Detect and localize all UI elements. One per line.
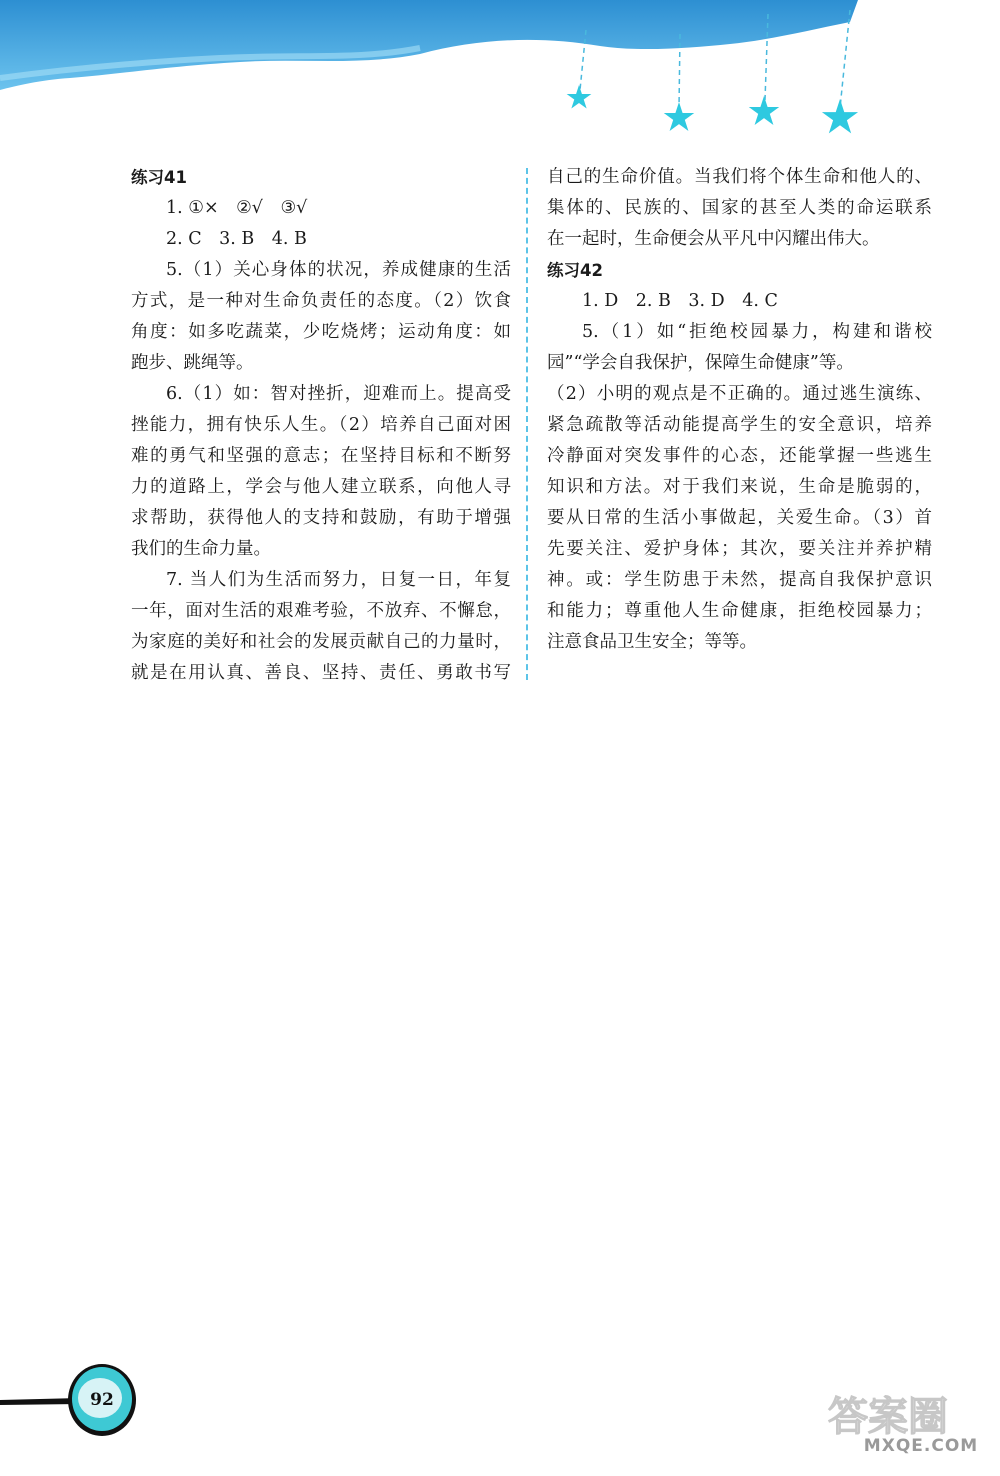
text-line: 集体的、民族的、国家的甚至人类的命运联系: [547, 198, 932, 218]
text-line: 自己的生命价值。当我们将个体生命和他人的、: [547, 167, 932, 187]
section-heading: 练习41: [131, 168, 187, 187]
text-line: 和能力；尊重他人生命健康，拒绝校园暴力；: [547, 601, 932, 621]
text-line: 2. C 3. B 4. B: [166, 229, 307, 249]
text-line: 我们的生命力量。: [131, 539, 271, 559]
text-line: 角度：如多吃蔬菜，少吃烧烤；运动角度：如: [131, 322, 511, 342]
text-line: 要从日常的生活小事做起，关爱生命。（3）首: [547, 508, 932, 528]
star-icon: [822, 99, 858, 133]
text-line: 知识和方法。对于我们来说，生命是脆弱的，: [547, 477, 932, 497]
text-line: 冷静面对突发事件的心态，还能掌握一些逃生: [547, 446, 932, 466]
star-icon: [567, 85, 592, 109]
watermark-url: MXQE.COM: [863, 1436, 979, 1456]
column-divider: [526, 168, 528, 680]
text-line: 神。或：学生防患于未然，提高自我保护意识: [547, 570, 932, 590]
left-column: [131, 162, 511, 689]
right-column: [547, 162, 932, 658]
text-line: 为家庭的美好和社会的发展贡献自己的力量时，: [131, 632, 511, 652]
text-line: 就是在用认真、善良、坚持、责任、勇敢书写: [131, 663, 511, 683]
text-line: 园”“学会自我保护，保障生命健康”等。: [547, 353, 854, 373]
star-icon: [664, 102, 694, 131]
section-heading: 练习42: [547, 261, 603, 280]
text-line: （2）小明的观点是不正确的。通过逃生演练、: [547, 384, 932, 404]
text-line: 1. D 2. B 3. D 4. C: [582, 291, 778, 311]
text-line: 注意食品卫生安全；等等。: [547, 632, 757, 652]
text-line: 紧急疏散等活动能提高学生的安全意识，培养: [547, 415, 932, 435]
text-line: 力的道路上，学会与他人建立联系，向他人寻: [131, 477, 511, 497]
svg-text:答案圈: 答案圈: [828, 1394, 948, 1440]
star-icon: [749, 96, 779, 125]
text-line: 在一起时，生命便会从平凡中闪耀出伟大。: [547, 229, 880, 249]
text-line: 方式，是一种对生命负责任的态度。（2）饮食: [131, 291, 511, 311]
text-line: 一年，面对生活的艰难考验，不放弃、不懈怠，: [131, 601, 511, 621]
watermark-logo: [820, 1386, 995, 1472]
text-line: 难的勇气和坚强的意志；在坚持目标和不断努: [131, 446, 511, 466]
text-line: 先要关注、爱护身体；其次，要关注并养护精: [547, 539, 932, 559]
page-number: 92: [90, 1390, 114, 1410]
text-line: 1. ①× ②√ ③√: [166, 198, 308, 218]
text-line: 5.（1）如“拒绝校园暴力，构建和谐校: [582, 322, 932, 342]
text-line: 跑步、跳绳等。: [131, 353, 254, 373]
text-line: 5.（1）关心身体的状况，养成健康的生活: [166, 260, 511, 280]
text-line: 7. 当人们为生活而努力，日复一日，年复: [166, 570, 511, 590]
header-banner: [0, 0, 1000, 170]
text-line: 挫能力，拥有快乐人生。（2）培养自己面对困: [131, 415, 511, 435]
text-line: 求帮助，获得他人的支持和鼓励，有助于增强: [131, 508, 511, 528]
text-line: 6.（1）如：智对挫折，迎难而上。提高受: [166, 384, 511, 404]
